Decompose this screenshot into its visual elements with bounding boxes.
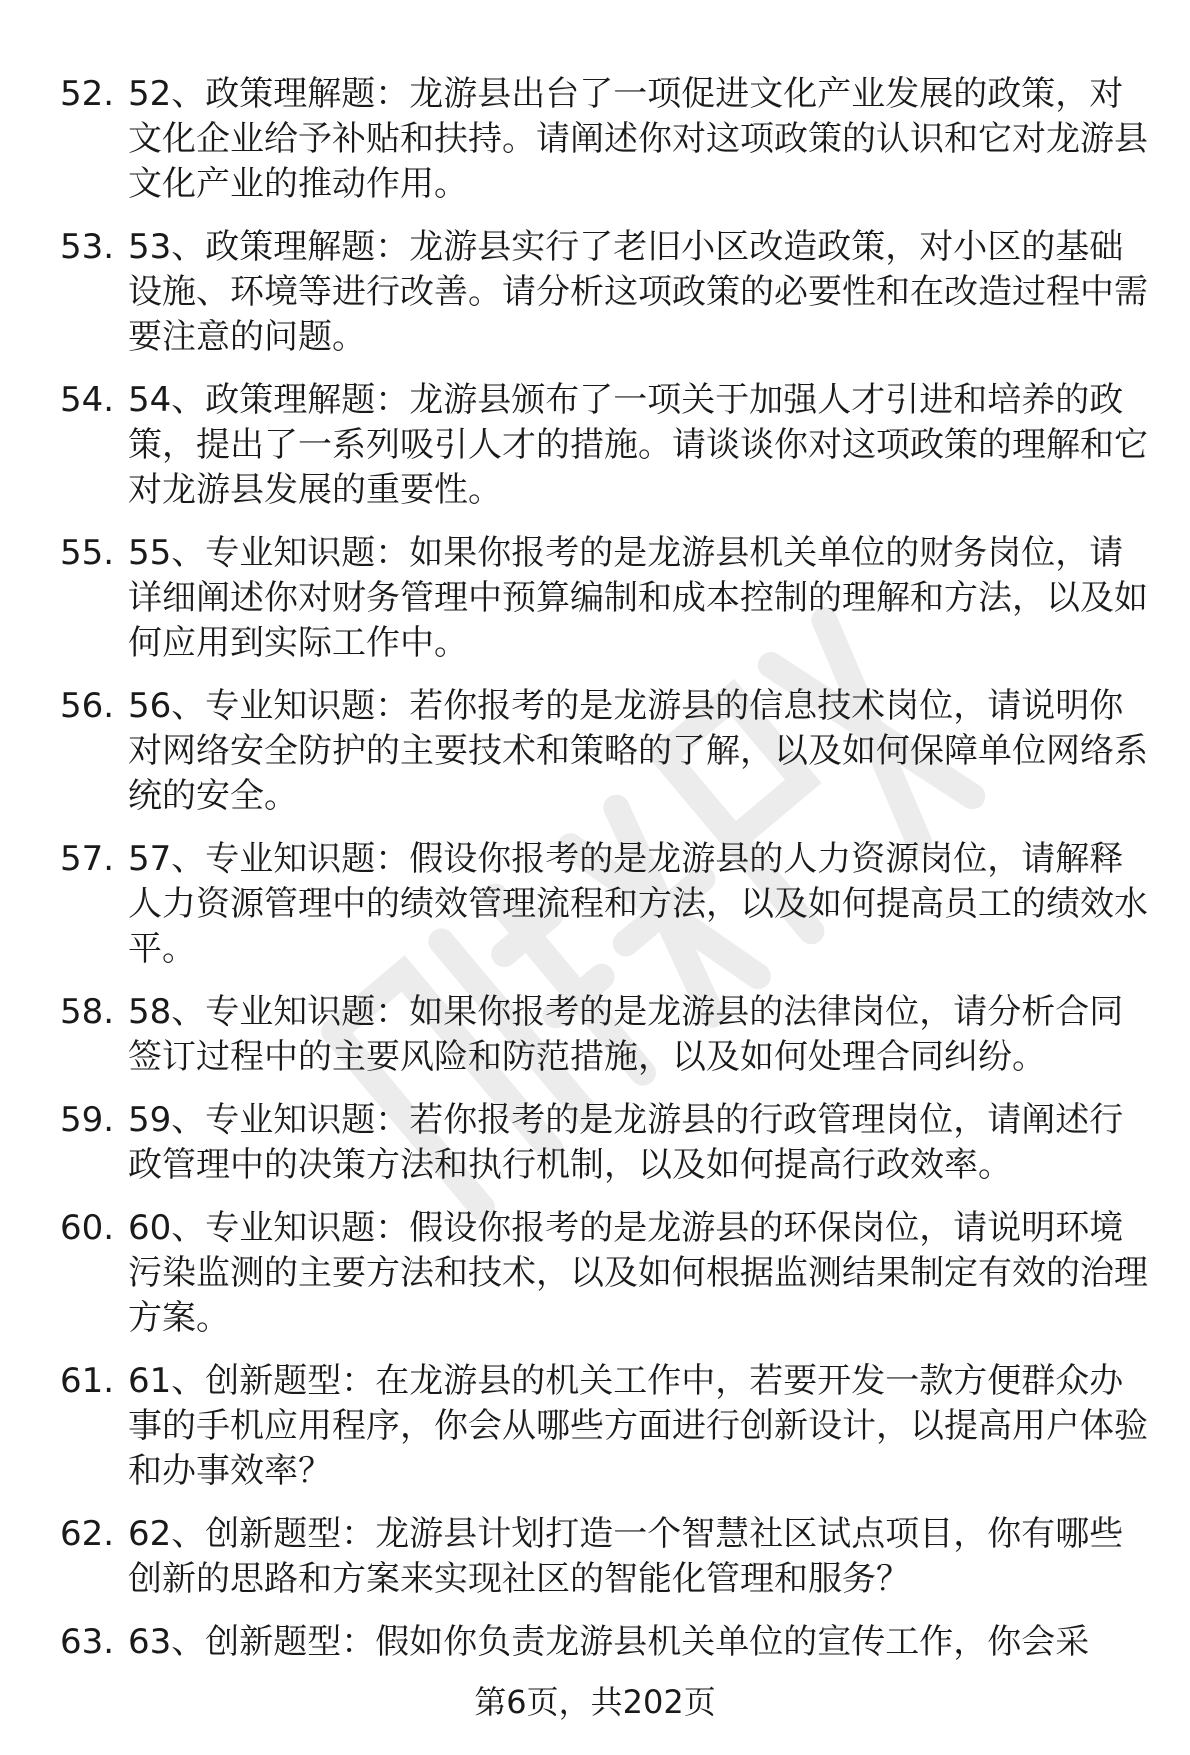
question-item — [60, 684, 1150, 819]
question-item — [60, 1359, 1150, 1494]
question-text: 60、专业知识题：假设你报考的是龙游县的环保岗位，请说明环境污染监测的主要方法和技术，以及如何根据监测结果制定有效的治理方案。 — [128, 1208, 1148, 1338]
question-text: 61、创新题型：在龙游县的机关工作中，若要开发一款方便群众办事的手机应用程序，你会从哪些方面进行创新设计，以提高用户体验和办事效率？ — [128, 1361, 1148, 1491]
question-number: 55. — [60, 533, 115, 573]
question-item — [60, 1206, 1150, 1341]
question-number: 52. — [60, 74, 115, 114]
question-item — [60, 225, 1150, 360]
question-item — [60, 837, 1150, 972]
question-number: 53. — [60, 227, 115, 267]
question-text: 54、政策理解题：龙游县颁布了一项关于加强人才引进和培养的政策，提出了一系列吸引人才的措施。请谈谈你对这项政策的理解和它对龙游县发展的重要性。 — [128, 380, 1148, 510]
question-item — [60, 378, 1150, 513]
question-number: 63. — [60, 1622, 115, 1662]
question-item — [60, 1098, 1150, 1188]
question-item — [60, 1620, 1150, 1665]
question-number: 59. — [60, 1100, 115, 1140]
question-text: 55、专业知识题：如果你报考的是龙游县机关单位的财务岗位，请详细阐述你对财务管理中预算编制和成本控制的理解和方法，以及如何应用到实际工作中。 — [128, 533, 1148, 663]
question-text: 56、专业知识题：若你报考的是龙游县的信息技术岗位，请说明你对网络安全防护的主要技术和策略的了解，以及如何保障单位网络系统的安全。 — [128, 686, 1148, 816]
question-number: 62. — [60, 1514, 115, 1554]
question-number: 60. — [60, 1208, 115, 1248]
question-number: 56. — [60, 686, 115, 726]
question-list — [60, 72, 1150, 1683]
question-number: 54. — [60, 380, 115, 420]
question-number: 57. — [60, 839, 115, 879]
question-item — [60, 990, 1150, 1080]
question-item — [60, 72, 1150, 207]
question-text: 57、专业知识题：假设你报考的是龙游县的人力资源岗位，请解释人力资源管理中的绩效管理流程和方法，以及如何提高员工的绩效水平。 — [128, 839, 1148, 969]
question-number: 58. — [60, 992, 115, 1032]
question-number: 61. — [60, 1361, 115, 1401]
question-text: 63、创新题型：假如你负责龙游县机关单位的宣传工作，你会采 — [128, 1622, 1090, 1662]
question-item — [60, 1512, 1150, 1602]
question-text: 58、专业知识题：如果你报考的是龙游县的法律岗位，请分析合同签订过程中的主要风险和防范措施，以及如何处理合同纠纷。 — [128, 992, 1124, 1077]
page-footer: 第6页，共202页 — [474, 1683, 716, 1721]
question-text: 59、专业知识题：若你报考的是龙游县的行政管理岗位，请阐述行政管理中的决策方法和执行机制，以及如何提高行政效率。 — [128, 1100, 1124, 1185]
question-text: 52、政策理解题：龙游县出台了一项促进文化产业发展的政策，对文化企业给予补贴和扶持。请阐述你对这项政策的认识和它对龙游县文化产业的推动作用。 — [128, 74, 1148, 204]
question-text: 53、政策理解题：龙游县实行了老旧小区改造政策，对小区的基础设施、环境等进行改善。请分析这项政策的必要性和在改造过程中需要注意的问题。 — [128, 227, 1148, 357]
question-item — [60, 531, 1150, 666]
question-text: 62、创新题型：龙游县计划打造一个智慧社区试点项目，你有哪些创新的思路和方案来实现社区的智能化管理和服务？ — [128, 1514, 1124, 1599]
